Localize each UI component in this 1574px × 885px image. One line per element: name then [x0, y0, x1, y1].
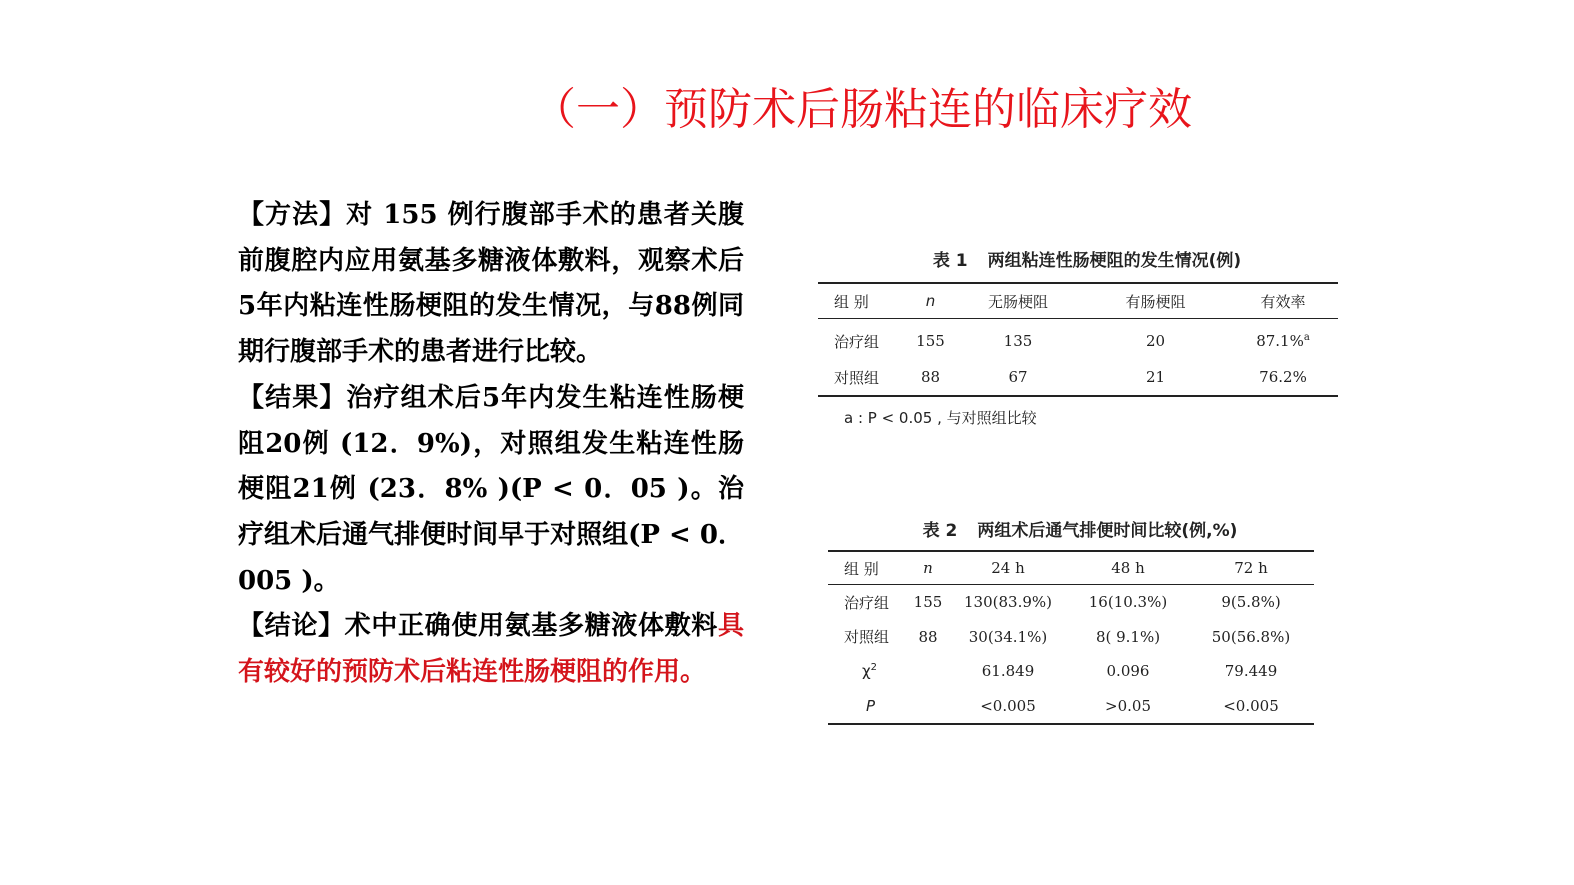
table-cell-value: 87.1% — [1256, 332, 1304, 350]
table-cell: 50(56.8%) — [1211, 627, 1291, 646]
table-header-row — [818, 283, 1338, 319]
table-header-row — [828, 551, 1314, 585]
table-cell: 79.449 — [1224, 662, 1278, 681]
table-cell: 76.2% — [1259, 368, 1307, 386]
table-cell: 61.849 — [981, 662, 1035, 681]
table-cell: 16(10.3%) — [1088, 593, 1168, 612]
methods-paragraph: 【方法】对 155 例行腹部手术的患者关腹前腹腔内应用氨基多糖液体敷料，观察术后5年内粘连性肠梗阻的发生情况，与88例同期行腹部手术的患者进行比较。 — [238, 200, 744, 368]
column-header: n — [908, 551, 948, 585]
table-cell: 130(83.9%) — [964, 593, 1052, 612]
slide-title — [0, 78, 1574, 142]
column-header: 组 别 — [828, 551, 908, 585]
body-text — [238, 193, 744, 696]
column-header: 有肠梗阻 — [1083, 283, 1228, 319]
table-cell: 67 — [1008, 368, 1028, 386]
table-row — [828, 585, 1314, 620]
column-header: 组 别 — [818, 283, 908, 319]
chi-square-label: $\chi^2$ — [862, 662, 878, 681]
table-cell: 治疗组 — [834, 332, 880, 351]
column-header: 72 h — [1188, 551, 1314, 585]
p-value-label: P — [866, 696, 876, 715]
column-header: 24 h — [948, 551, 1068, 585]
table-row — [818, 319, 1338, 360]
table-cell — [908, 654, 948, 689]
column-header: 无肠梗阻 — [953, 283, 1083, 319]
table-cell: 0.096 — [1106, 662, 1150, 681]
table-cell: <0.005 — [1223, 696, 1279, 715]
table-2-grid — [828, 550, 1314, 725]
table-cell: 88 — [918, 627, 938, 646]
table-cell: 20 — [1145, 332, 1166, 350]
column-header: n — [908, 283, 953, 319]
table-cell: 155 — [916, 332, 945, 350]
column-header: 有效率 — [1228, 283, 1338, 319]
results-paragraph: 【结果】治疗组术后5年内发生粘连性肠梗阻20例 (12．9%)，对照组发生粘连性肠梗阻21例 (23．8% )(P < 0．05 )。治疗组术后通气排便时间早于对照组(P < 0．005 )。 — [238, 382, 744, 596]
table-cell: 21 — [1145, 368, 1166, 386]
table-1-caption — [818, 248, 1338, 274]
table-cell: 155 — [913, 593, 943, 612]
table-row — [828, 620, 1314, 655]
table-2 — [828, 518, 1314, 725]
slide-title-text: （一）预防术后肠粘连的临床疗效 — [532, 84, 1192, 135]
table-1-note: a : P < 0.05 , 与对照组比较 — [844, 409, 1037, 427]
table-cell: 88 — [920, 368, 941, 386]
table-row-chi-square — [828, 654, 1314, 689]
table-row-p-value — [828, 689, 1314, 725]
table-cell: 对照组 — [834, 368, 880, 387]
conclusion-text: 【结论】术中正确使用氨基多糖液体敷料 — [238, 611, 718, 642]
table-cell: 8( 9.1%) — [1095, 627, 1161, 646]
table-cell: 治疗组 — [844, 593, 890, 612]
table-1-caption-number: 表 1 — [932, 251, 968, 271]
table-1 — [818, 248, 1338, 428]
table-2-caption-number: 表 2 — [922, 521, 958, 541]
table-cell-with-footnote — [1228, 319, 1338, 360]
conclusion-paragraph — [238, 604, 744, 695]
table-row — [818, 359, 1338, 396]
conclusion-highlight: 具有较好的预防术后粘连性肠梗阻的作用。 — [238, 611, 744, 688]
table-cell: 135 — [1003, 332, 1033, 350]
table-cell: 30(34.1%) — [968, 627, 1048, 646]
table-cell: >0.05 — [1105, 696, 1151, 715]
table-1-caption-text: 两组粘连性肠梗阻的发生情况(例) — [987, 251, 1242, 271]
table-cell: 对照组 — [844, 628, 890, 647]
table-1-grid — [818, 282, 1338, 397]
table-cell: 9(5.8%) — [1221, 593, 1281, 612]
table-2-caption-text: 两组术后通气排便时间比较(例,%) — [977, 521, 1238, 541]
table-cell: <0.005 — [980, 696, 1036, 715]
table-cell — [908, 689, 948, 725]
column-header: 48 h — [1068, 551, 1188, 585]
footnote-marker: a — [1303, 332, 1310, 343]
table-2-caption — [828, 518, 1314, 544]
